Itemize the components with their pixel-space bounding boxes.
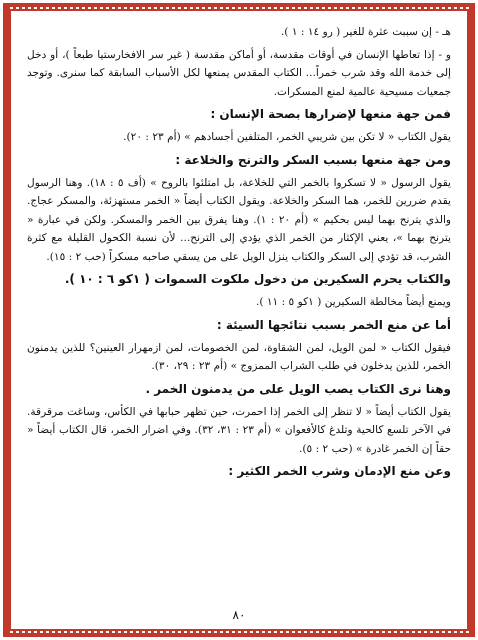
paragraph-he: هـ - إن سببت عثرة للغير ( رو ١٤ : ١ ). (280, 26, 451, 38)
heading-woe: وهنا نرى الكتاب يصب الويل على من يدمنون الخمر . (145, 381, 451, 396)
page-frame (9, 9, 469, 631)
heading-addiction: وعن منع الإدمان وشرب الخمر الكثير : (228, 464, 451, 478)
paragraph-waw: و - إذا تعاطها الإنسان في أوقات مقدسة، أو أماكن مقدسة ( غير سر الافخارستيا طبعاً )، أو دخل إلى خدمة الله وقد شرب خمراً... الكتاب المقدس يمنعها لكل الأسباب السابقة كما سنرى. وتوجد جمعيات مسيحية عالمية لمنع المسكرات. (27, 48, 451, 98)
page-content (27, 23, 451, 609)
paragraph-red-wine: يقول الكتاب أيضاً « لا تنظر إلى الخمر إذا احمرت، حين تظهر حبابها في الكأس، وساغت مرقرقة. في الآخر تلسع كالحية وتلدغ كالأفعوان » (أم ٢٣ : ٣١، ٣٢). وفي اضرار الخمر، قال الكتاب أيضاً « حقاً إن الخمر غادرة » (حب ٢ : ٥). (27, 405, 451, 455)
heading-bad-results: أما عن منع الخمر بسبب نتائجها السيئة : (216, 317, 451, 332)
paragraph-drunkenness: يقول الرسول « لا تسكروا بالخمر التي للخلاعة، بل امتلئوا بالروح » (أف ٥ : ١٨). وهنا الرسول يقدم ضررين للخمر، هما السكر والخلاعة. ويقول الكتاب أيضاً « الخمر مستهزئة، والمسكر عجاج. والذي يترنح بهما ليس بحكيم » (أم ٢٠ : ١). وهنا يفرق بين الخمر والمسكر. ولكن في عبارة « يترنح بهما »، يعني الإكثار من الخمر الذي يؤدي إلى الترنح... لأن نسبة الكحول القليلة مع كثرة الشرب، قد تؤدي إلى السكر والكتاب ينزل الويل على من يسقي صاحبه مسكراً (حب ٢ : ١٥). (27, 176, 452, 263)
paragraph-association: ويمنع أيضاً مخالطة السكيرين ( ١كو ٥ : ١١ ). (255, 296, 451, 308)
paragraph-woe: فيقول الكتاب « لمن الويل، لمن الشقاوة، لمن الخصومات، لمن ازمهرار العينين؟ للذين يدمنون الخمر، للذين يدخلون في طلب الشراب الممزوج » (أم ٢٣ : ٢٩، ٣٠). (27, 341, 451, 372)
heading-kingdom: والكتاب يحرم السكيرين من دخول ملكوت السموات ( ١كو ٦ : ١٠ ). (64, 272, 451, 286)
heading-health: فمن جهة منعها لإضرارها بصحة الإنسان : (210, 107, 451, 121)
heading-drunkenness: ومن جهة منعها بسبب السكر والترنح والخلاعة : (175, 152, 451, 167)
paragraph-health: يقول الكتاب « لا تكن بين شريبي الخمر، المتلفين أجسادهم » (أم ٢٣ : ٢٠). (123, 131, 451, 143)
page-number: ٨٠ (232, 608, 246, 622)
